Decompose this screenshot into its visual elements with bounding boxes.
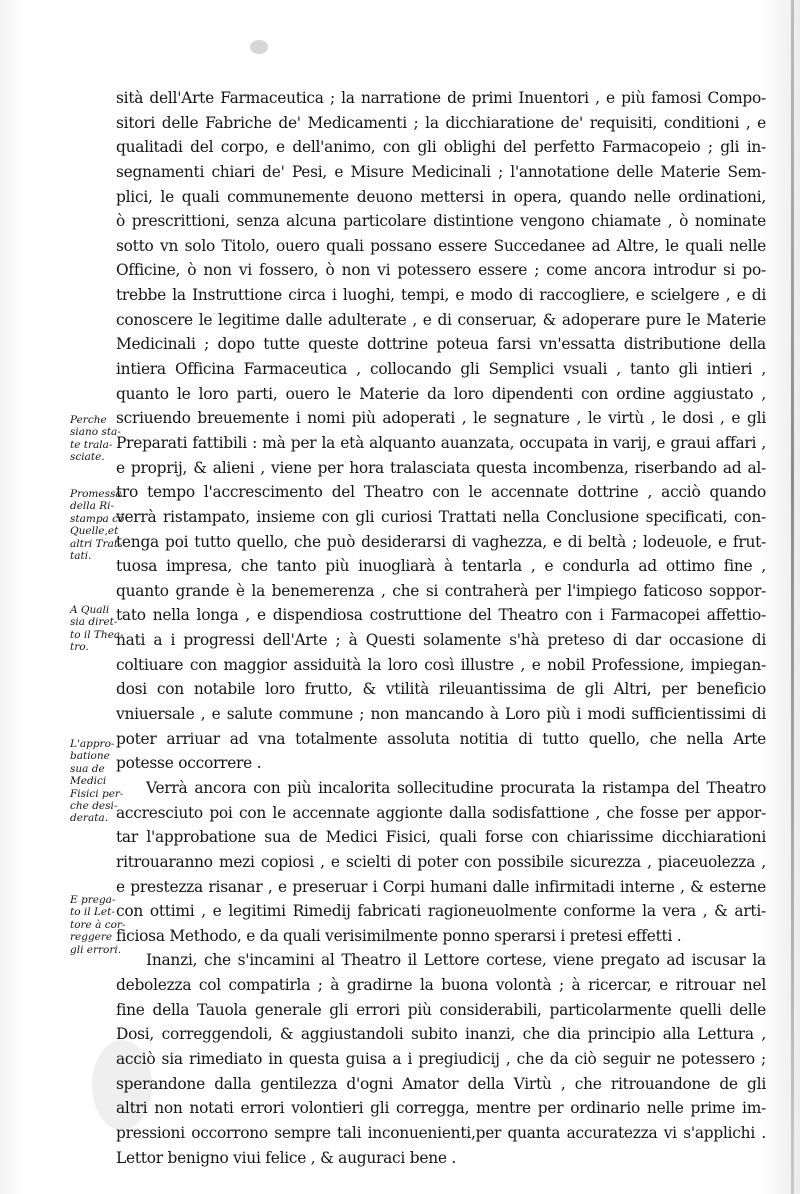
text-line: potesse occorrere . bbox=[116, 754, 262, 773]
text-line: Lettor benigno viui felice , & auguraci bene . bbox=[116, 1148, 457, 1167]
text-line: quanto le loro parti, ouero le Materie da loro dipendenti con ordine aggiustato , bbox=[116, 384, 766, 403]
text-line: Medicinali ; dopo tutte queste dottrine poteua farsi vn'essatta distributione della bbox=[116, 335, 766, 354]
text-line: verrà ristampato, insieme con gli curiosi Trattati nella Conclusione specificati, con- bbox=[116, 507, 766, 526]
text-line: conoscere le legitime dalle adulterate , e di conseruar, & adoperare pure le Materie bbox=[116, 310, 766, 329]
margin-note-line: E prega- bbox=[70, 894, 116, 906]
margin-note-line: Promessa bbox=[70, 488, 122, 500]
text-line: tenga poi tutto quello, che può desiderarsi di vaghezza, e di beltà ; lodeuole, e frut- bbox=[116, 532, 766, 551]
text-line: e prestezza risanar , e preseruar i Corpi humani dalle infirmitadi interne , & esterne bbox=[116, 877, 766, 896]
margin-note-line: te trala- bbox=[70, 438, 113, 451]
text-line: e proprij, & alieni , viene per hora tralasciata questa incombenza, riserbando ad al- bbox=[116, 458, 766, 477]
margin-note-line: Perche bbox=[70, 414, 107, 426]
margin-note-perche bbox=[70, 414, 130, 464]
page-edge-shadow bbox=[791, 0, 794, 1194]
margin-note-line: gli errori. bbox=[70, 943, 122, 956]
text-line: plici, le quali communemente deuono mettersi in opera, quando nelle ordinationi, bbox=[116, 187, 766, 206]
margin-note-promessa bbox=[70, 488, 130, 562]
margin-note-a-quali bbox=[70, 604, 130, 654]
margin-note-line: altri Trat- bbox=[70, 537, 122, 550]
text-line: quanto grande è la benemerenza , che si contraherà per l'impiego faticoso soppor- bbox=[116, 581, 766, 600]
text-line: ficiosa Methodo, e da quali verisimilmente ponno sperarsi i pretesi effetti . bbox=[116, 926, 682, 945]
margin-note-line: sciate. bbox=[70, 451, 105, 464]
text-line: sitori delle Fabriche de' Medicamenti ; la dicchiaratione de' requisiti, conditioni , e bbox=[116, 113, 766, 132]
margin-note-line: tati. bbox=[70, 550, 92, 563]
text-line: Dosi, correggendoli, & aggiustandoli subito inanzi, che dia principio alla Lettura , bbox=[116, 1025, 766, 1044]
text-line: intiera Officina Farmaceutica , collocando gli Semplici vsuali , tanto gli intieri , bbox=[116, 360, 766, 379]
text-line: Inanzi, che s'incamini al Theatro il Lettore cortese, viene pregato ad iscusar la bbox=[146, 951, 766, 970]
margin-note-line: A Quali bbox=[70, 604, 110, 616]
margin-note-line: tro. bbox=[70, 641, 89, 654]
text-line: Officine, ò non vi fossero, ò non vi potessero essere ; come ancora introdur si po- bbox=[116, 261, 766, 280]
paper-stain bbox=[250, 40, 268, 54]
margin-note-line: batione bbox=[70, 750, 110, 763]
text-line: Preparati fattibili : mà per la età alquanto auanzata, occupata in varij, e graui affari , bbox=[116, 433, 766, 452]
margin-note-line: to il Thea- bbox=[70, 628, 124, 641]
text-line: fine della Tauola generale gli errori più considerabili, particolarmente quelli delle bbox=[116, 1000, 766, 1019]
text-line: tar l'approbatione sua de Medici Fisici, quali forse con chiarissime dicchiarationi bbox=[116, 828, 766, 847]
margin-note-line: siano sta- bbox=[70, 426, 121, 439]
text-line: nati a i progressi dell'Arte ; à Questi solamente s'hà preteso di dar occasione di bbox=[116, 631, 766, 650]
margin-note-line: stampa cō bbox=[70, 512, 125, 525]
text-line: scriuendo breuemente i nomi più adoperati , le segnature , le virtù , le dosi , e gli bbox=[116, 409, 766, 428]
text-line: debolezza col compatirla ; à gradirne la buona volontà ; à ricercar, e ritrouar nel bbox=[116, 976, 766, 995]
margin-note-line: Quelle,et bbox=[70, 525, 119, 538]
text-line: con ottimi , e legitimi Rimedij fabricati ragioneuolmente conforme la vera , & arti- bbox=[116, 902, 766, 921]
text-line: vniuersale , e salute commune ; non mancando à Loro più i modi sufficientissimi di bbox=[116, 705, 766, 724]
text-line: sità dell'Arte Farmaceutica ; la narratione de primi Inuentori , e più famosi Compo- bbox=[116, 89, 766, 107]
text-line: acciò sia rimediato in questa guisa a i pregiudicij , che da ciò seguir ne potessero ; bbox=[116, 1049, 766, 1068]
text-line: sotto vn solo Titolo, ouero quali possano essere Succedanee ad Altre, le quali nelle bbox=[116, 236, 766, 255]
text-line: trebbe la Instruttione circa i luoghi, tempi, e modo di raccogliere, e scielgere , e di bbox=[116, 286, 766, 305]
margin-note-line: derata. bbox=[70, 812, 109, 825]
text-line: tuosa impresa, che tanto più inuogliarà à tentarla , e condurla ad ottimo fine , bbox=[116, 557, 766, 576]
text-line: sperandone dalla gentilezza d'ogni Amator della Virtù , che ritrouandone de gli bbox=[116, 1074, 766, 1093]
text-line: pressioni occorrono sempre tali inconuenienti,per quanta accuratezza vi s'applichi . bbox=[116, 1123, 766, 1142]
margin-note-line: sia diret- bbox=[70, 616, 118, 629]
text-line: tato nella longa , e dispendiosa costruttione del Theatro con i Farmacopei affettio- bbox=[116, 606, 766, 625]
text-line: Verrà ancora con più incalorita sollecitudine procurata la ristampa del Theatro bbox=[146, 778, 766, 797]
margin-note-line: tore à cor- bbox=[70, 918, 126, 931]
margin-note-e-pregato bbox=[70, 894, 130, 956]
text-line: dosi con notabile loro frutto, & vtilità rileuantissima de gli Altri, per beneficio bbox=[116, 680, 766, 699]
main-text-block bbox=[116, 86, 766, 1170]
text-line: ritrouaranno mezi copiosi , e scielti di poter con possibile sicurezza , piaceuolezza , bbox=[116, 852, 766, 871]
text-line: coltiuare con maggior assiduità la loro così illustre , e nobil Professione, impiegan- bbox=[116, 655, 766, 674]
text-line: qualitadi del corpo, e dell'animo, con gli oblighi del perfetto Farmacopeio ; gli in- bbox=[116, 138, 766, 157]
margin-note-line: Medici bbox=[70, 775, 107, 788]
margin-note-line: che desi- bbox=[70, 800, 118, 813]
margin-note-line: reggere bbox=[70, 931, 113, 944]
margin-note-approbatione bbox=[70, 738, 130, 825]
text-line: accresciuto poi con le accennate aggionte dalla sodisfattione , che fosse per appor- bbox=[116, 803, 766, 822]
margin-note-line: della Ri- bbox=[70, 500, 115, 513]
margin-note-line: to il Let- bbox=[70, 906, 115, 919]
margin-note-line: sua de bbox=[70, 762, 105, 775]
text-line: poter arriuar ad vna totalmente assoluta notitia di tutto quello, che nella Arte bbox=[116, 729, 766, 748]
margin-note-line: L'appro- bbox=[70, 738, 115, 750]
text-line: tro tempo l'accrescimento del Theatro con le accennate dottrine , acciò quando bbox=[116, 483, 766, 502]
text-line: segnamenti chiari de' Pesi, e Misure Medicinali ; l'annotatione delle Materie Sem- bbox=[116, 162, 766, 181]
margin-note-line: Fisici per- bbox=[70, 787, 124, 800]
text-line: altri non notati errori volontieri gli corregga, mentre per ordinario nelle prime im- bbox=[116, 1099, 766, 1118]
text-line: ò prescrittioni, senza alcuna particolare distintione vengono chiamate , ò nominate bbox=[116, 212, 766, 231]
